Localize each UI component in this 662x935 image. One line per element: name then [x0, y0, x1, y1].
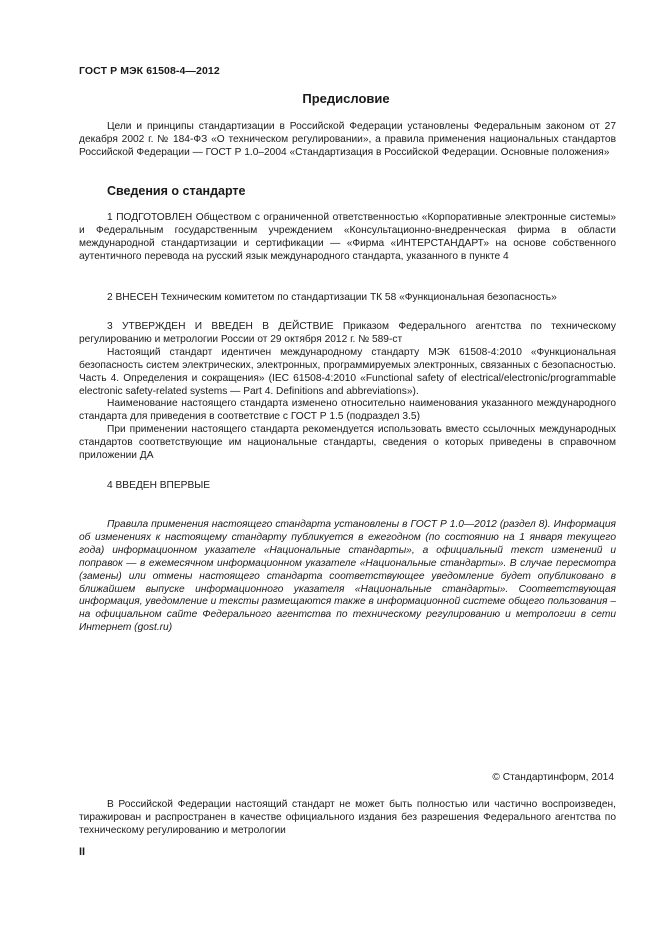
- item-2: [79, 292, 616, 305]
- page-number: II: [79, 846, 86, 858]
- page-title: Предисловие: [302, 91, 390, 106]
- rights-paragraph: В Российской Федерации настоящий стандарт не может быть полностью или частично воспроизведен, тиражирован и распространен в качестве официального издания без разрешения Федерального агентства по техническому регулированию и метрологии: [79, 799, 616, 836]
- foreword-section: [79, 121, 616, 160]
- item-3-paragraph: 3 УТВЕРЖДЕН И ВВЕДЕН В ДЕЙСТВИЕ Приказом Федерального агентства по техническому регулированию и метрологии России от 29 октября 2012 г. № 589-ст: [79, 321, 616, 345]
- rights-section: [79, 799, 616, 838]
- copyright-notice: © Стандартинформ, 2014: [492, 772, 614, 783]
- document-header: ГОСТ Р МЭК 61508-4—2012: [79, 65, 220, 77]
- foreword-paragraph: Цели и принципы стандартизации в Российской Федерации установлены Федеральным законом от 27 декабря 2002 г. № 184-ФЗ «О техническом регулировании», а правила применения национальных стандартов Российской Федерации — ГОСТ Р 1.0–2004 «Стандартизация в Российской Федерации. Основные положения»: [79, 121, 616, 158]
- notice-paragraph: Правила применения настоящего стандарта установлены в ГОСТ Р 1.0—2012 (раздел 8). Информация об изменениях к настоящему стандарту публикуется в ежегодном (по состоянию на 1 января текущего года) информационном указателе «Национальные стандарты», а официальный текст изменений и поправок — в ежемесячном информационном указателе «Национальные стандарты». В случае пересмотра (замены) или отмены настоящего стандарта соответствующее уведомление будет опубликовано в ближайшем выпуске информационного указателя «Национальные стандарты». Соответствующая информация, уведомление и тексты размещаются также в информационной системе общего пользования – на официальном сайте Федерального агентства по техническому регулированию и метрологии в сети Интернет (gost.ru): [79, 519, 616, 634]
- item-1-paragraph: 1 ПОДГОТОВЛЕН Обществом с ограниченной ответственностью «Корпоративные электронные системы» и Федеральным государственным учреждением «Консультационно-внедренческая фирма в области международной стандартизации и сертификации — «Фирма «ИНТЕРСТАНДАРТ» на основе собственного аутентичного перевода на русский язык международного стандарта, указанного в пункте 4: [79, 212, 616, 262]
- item-3: [79, 321, 616, 463]
- item-4: [79, 480, 616, 493]
- item-3-identity-paragraph: Настоящий стандарт идентичен международному стандарту МЭК 61508-4:2010 «Функциональная безопасность систем электрических, электронных, программируемых электронных, связанных с безопасностью. Часть 4. Определения и сокращения» (IEC 61508-4:2010 «Functional safety of electrical/electronic/programmable electronic safety-related systems — Part 4. Definitions and abbreviations»).: [79, 346, 616, 397]
- item-2-paragraph: 2 ВНЕСЕН Техническим комитетом по стандартизации ТК 58 «Функциональная безопасность»: [107, 292, 557, 303]
- item-3-references-paragraph: При применении настоящего стандарта рекомендуется использовать вместо ссылочных международных стандартов соответствующие им национальные стандарты, сведения о которых приведены в справочном приложении ДА: [79, 424, 616, 462]
- item-3-name-change-paragraph: Наименование настоящего стандарта изменено относительно наименования указанного международного стандарта для приведения в соответствие с ГОСТ Р 1.5 (подраздел 3.5): [79, 398, 616, 423]
- notice-section: [79, 519, 616, 635]
- item-1: [79, 212, 616, 264]
- section-subtitle: Сведения о стандарте: [107, 184, 246, 198]
- item-4-paragraph: 4 ВВЕДЕН ВПЕРВЫЕ: [107, 480, 211, 491]
